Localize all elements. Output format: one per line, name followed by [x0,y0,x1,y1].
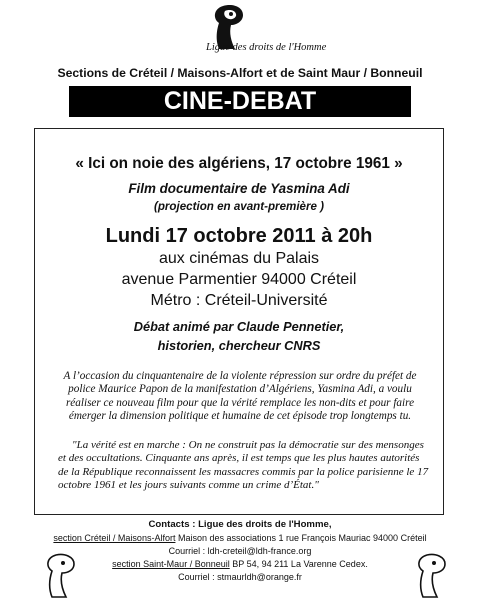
section-2-email: Courriel : stmaurldh@orange.fr [178,572,302,582]
logo-text: Ligue des droits de l'Homme [206,42,327,53]
ldh-logo-right-icon [411,553,449,599]
description-paragraph: A l’occasion du cinquantenaire de la violente répression sur ordre du préfet de police Maurice Papon de la manifestation d’Algériens, Yasmina Adi, a voulu réaliser ce nouveau film pour que la vérité remplace les non-dits et pour faire émerger la dimension politique et humaine de cet épisode trop longtemps tu. [63,370,417,422]
event-date: Lundi 17 octobre 2011 à 20h [105,225,373,247]
film-title: « Ici on noie des algériens, 17 octobre 1961 » [75,155,403,172]
section-1-address: Maison des associations 1 rue François Mauriac 94000 Créteil [175,533,427,543]
venue-address: avenue Parmentier 94000 Créteil [121,271,357,288]
cine-debat-banner: CINE-DEBAT [69,86,411,117]
section-2-name: section Saint-Maur / Bonneuil [112,559,230,569]
section-1-email: Courriel : ldh-creteil@ldh-france.org [168,546,312,556]
film-subtitle: Film documentaire de Yasmina Adi [128,181,350,196]
contacts-title: Contacts : Ligue des droits de l'Homme, [148,519,332,530]
debate-host: Débat animé par Claude Pennetier, [133,319,345,334]
contact-section-1 [0,533,480,544]
preview-note: (projection en avant-première ) [153,200,325,213]
debate-host-title: historien, chercheur CNRS [157,338,321,353]
venue-metro: Métro : Créteil-Université [150,292,328,309]
venue-line: aux cinémas du Palais [158,250,320,267]
sections-heading: Sections de Créteil / Maisons-Alfort et de Saint Maur / Bonneuil [57,66,423,80]
section-2-address: BP 54, 94 211 La Varenne Cedex. [229,559,368,569]
quote-paragraph: "La vérité est en marche : On ne construit pas la démocratie sur des mensonges et des occultations. Cinquante ans après, il est temps que les plus hautes autorités de la République reconnaissent les massacres commis par la police parisienne le 17 octobre 1961 et les jours suivants comme un crime d’État." [58,439,429,491]
ldh-logo-left-icon [40,553,78,599]
section-1-name: section Créteil / Maisons-Alfort [53,533,176,543]
